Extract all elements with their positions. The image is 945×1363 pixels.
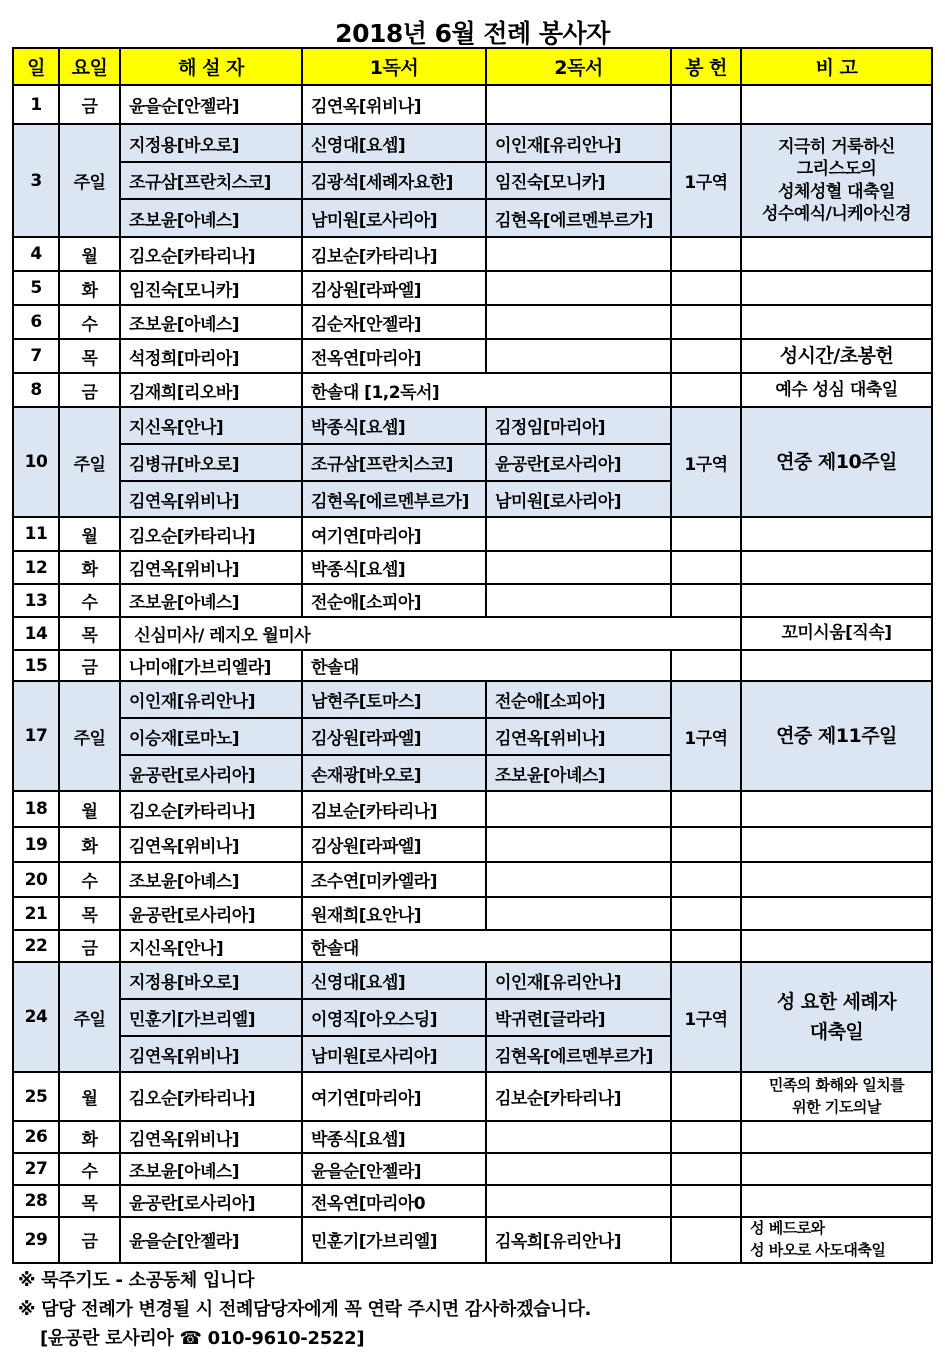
offering-cell	[671, 1121, 741, 1153]
reader2-cell	[486, 1121, 671, 1153]
commentator-cell: 김연옥[위비나]	[120, 1036, 302, 1072]
reader1-cell: 김상원[라파엘]	[302, 827, 486, 862]
day-cell: 1	[13, 85, 59, 124]
day-cell: 22	[13, 930, 59, 962]
table-row	[13, 962, 932, 999]
note-cell	[741, 1153, 932, 1185]
reader2-cell: 임진숙[모니카]	[486, 162, 671, 199]
header-weekday: 요일	[59, 48, 120, 85]
table-row	[13, 650, 932, 681]
offering-cell	[671, 517, 741, 551]
day-cell: 4	[13, 237, 59, 271]
weekday-cell: 주일	[59, 962, 120, 1072]
reader1-cell: 남미원[로사리아]	[302, 1036, 486, 1072]
reader1-cell: 박종식[요셉]	[302, 1121, 486, 1153]
header-commentator: 해 설 자	[120, 48, 302, 85]
commentator-cell: 김연옥[위비나]	[120, 551, 302, 584]
day-cell: 7	[13, 339, 59, 373]
weekday-cell: 주일	[59, 681, 120, 791]
table-row	[13, 617, 932, 650]
table-row	[13, 930, 932, 962]
note-cell	[741, 650, 932, 681]
reader2-cell	[486, 339, 671, 373]
offering-cell	[671, 897, 741, 930]
commentator-cell: 김오순[카타리나]	[120, 237, 302, 271]
note-line: 성체성혈 대축일	[778, 181, 895, 202]
reader1-cell: 조규삼[프란치스코]	[302, 444, 486, 481]
reader2-cell	[486, 791, 671, 827]
table-row	[13, 1217, 932, 1263]
weekday-cell: 금	[59, 1217, 120, 1263]
reader2-cell: 김현옥[에르멘부르가]	[486, 199, 671, 237]
note-cell	[741, 1121, 932, 1153]
offering-cell	[671, 305, 741, 339]
note-cell	[741, 1072, 932, 1121]
commentator-cell: 지신옥[안나]	[120, 407, 302, 444]
commentator-cell: 지정용[바오로]	[120, 962, 302, 999]
table-row	[13, 85, 932, 124]
weekday-cell: 화	[59, 551, 120, 584]
commentator-cell: 김오순[카타리나]	[120, 791, 302, 827]
reader1-cell: 김상원[라파엘]	[302, 271, 486, 305]
reader2-cell: 전순애[소피아]	[486, 681, 671, 718]
day-cell: 25	[13, 1072, 59, 1121]
footer-contact-phone: [윤공란 로사리아 ☎ 010-9610-2522]	[40, 1328, 365, 1349]
weekday-cell: 화	[59, 271, 120, 305]
day-cell: 8	[13, 373, 59, 407]
day-cell: 3	[13, 124, 59, 237]
commentator-cell: 김병규[바오로]	[120, 444, 302, 481]
page-title: 2018년 6월 전례 봉사자	[335, 19, 610, 48]
table-row	[13, 1121, 932, 1153]
header-row	[13, 48, 932, 85]
reader2-cell: 박귀련[글라라]	[486, 999, 671, 1036]
reader2-cell	[486, 897, 671, 930]
reader2-cell	[486, 271, 671, 305]
commentator-cell: 조보윤[아녜스]	[120, 305, 302, 339]
commentator-cell: 이인재[유리안나]	[120, 681, 302, 718]
offering-cell	[671, 1153, 741, 1185]
commentator-cell: 나미애[가브리엘라]	[120, 650, 302, 681]
day-cell: 6	[13, 305, 59, 339]
weekday-cell: 월	[59, 791, 120, 827]
commentator-cell: 김연옥[위비나]	[120, 1121, 302, 1153]
offering-cell: 1구역	[671, 681, 741, 791]
weekday-cell: 목	[59, 897, 120, 930]
day-cell: 14	[13, 617, 59, 650]
table-row	[13, 339, 932, 373]
reader1-cell: 전옥연[마리아]	[302, 339, 486, 373]
reader1-cell: 한솔대	[302, 930, 671, 962]
commentator-cell: 조규삼[프란치스코]	[120, 162, 302, 199]
table-row	[13, 1185, 932, 1217]
day-cell: 17	[13, 681, 59, 791]
commentator-cell: 이승재[로마노]	[120, 718, 302, 755]
note-cell	[741, 1185, 932, 1217]
commentator-cell: 김오순[카타리나]	[120, 517, 302, 551]
table-row	[13, 862, 932, 897]
day-cell: 5	[13, 271, 59, 305]
weekday-cell: 월	[59, 517, 120, 551]
header-offering: 봉 헌	[671, 48, 741, 85]
weekday-cell: 목	[59, 339, 120, 373]
reader2-cell	[486, 517, 671, 551]
day-cell: 12	[13, 551, 59, 584]
day-cell: 21	[13, 897, 59, 930]
commentator-cell: 석정희[마리아]	[120, 339, 302, 373]
weekday-cell: 목	[59, 1185, 120, 1217]
offering-cell	[671, 373, 741, 407]
reader2-cell	[486, 237, 671, 271]
reader1-cell: 한솔대 [1,2독서]	[302, 373, 671, 407]
offering-cell: 1구역	[671, 407, 741, 517]
header-day: 일	[13, 48, 59, 85]
note-cell	[741, 305, 932, 339]
reader2-cell	[486, 862, 671, 897]
note-cell: 성시간/초봉헌	[741, 339, 932, 373]
note-line: 성수예식/니케아신경	[761, 203, 911, 224]
weekday-cell: 목	[59, 617, 120, 650]
offering-cell	[671, 862, 741, 897]
day-cell: 18	[13, 791, 59, 827]
weekday-cell: 수	[59, 305, 120, 339]
note-cell: 연중 제11주일	[741, 681, 932, 791]
commentator-cell: 윤을순[안젤라]	[120, 85, 302, 124]
note-cell	[741, 962, 932, 1072]
reader1-cell: 김연옥[위비나]	[302, 85, 486, 124]
offering-cell	[671, 930, 741, 962]
reader1-cell: 전순애[소피아]	[302, 584, 486, 617]
note-line: 성 요한 세례자	[776, 990, 897, 1013]
day-cell: 10	[13, 407, 59, 517]
table-row	[13, 305, 932, 339]
offering-cell	[671, 650, 741, 681]
note-line: 그리스도의	[796, 159, 877, 180]
note-line: 성 베드로와	[750, 1219, 825, 1237]
reader2-cell: 김정임[마리아]	[486, 407, 671, 444]
weekday-cell: 주일	[59, 124, 120, 237]
commentator-cell: 윤공란[로사리아]	[120, 755, 302, 791]
reader1-cell: 박종식[요셉]	[302, 551, 486, 584]
weekday-cell: 월	[59, 237, 120, 271]
offering-cell: 1구역	[671, 962, 741, 1072]
reader2-cell	[486, 85, 671, 124]
reader2-cell: 조보윤[아녜스]	[486, 755, 671, 791]
day-cell: 28	[13, 1185, 59, 1217]
reader1-cell: 김상원[라파엘]	[302, 718, 486, 755]
note-cell	[741, 791, 932, 827]
offering-cell	[671, 827, 741, 862]
weekday-cell: 금	[59, 650, 120, 681]
reader1-cell: 김현옥[에르멘부르가]	[302, 481, 486, 517]
note-cell	[741, 85, 932, 124]
reader2-cell: 이인재[유리안나]	[486, 124, 671, 162]
schedule-table	[12, 47, 933, 1264]
offering-cell	[671, 551, 741, 584]
day-cell: 20	[13, 862, 59, 897]
offering-cell: 1구역	[671, 124, 741, 237]
reader1-cell: 윤을순[안젤라]	[302, 1153, 486, 1185]
weekday-cell: 금	[59, 85, 120, 124]
footer-contact-note: ※ 담당 전례가 변경될 시 전례담당자에게 꼭 연락 주시면 감사하겠습니다.	[18, 1299, 591, 1320]
weekday-cell: 월	[59, 1072, 120, 1121]
reader2-cell	[486, 584, 671, 617]
reader2-cell: 김옥희[유리안나]	[486, 1217, 671, 1263]
reader1-cell: 전옥연[마리아0	[302, 1185, 486, 1217]
commentator-cell: 김연옥[위비나]	[120, 827, 302, 862]
reader1-cell: 여기연[마리아]	[302, 517, 486, 551]
table-row	[13, 271, 932, 305]
commentator-cell: 김재희[리오바]	[120, 373, 302, 407]
reader1-cell: 민훈기[가브리엘]	[302, 1217, 486, 1263]
commentator-cell: 조보윤[아녜스]	[120, 1153, 302, 1185]
reader1-cell: 손재광[바오로]	[302, 755, 486, 791]
commentator-cell: 윤공란[로사리아]	[120, 897, 302, 930]
commentator-cell: 지신옥[안나]	[120, 930, 302, 962]
footer-notes	[18, 1266, 591, 1353]
reader1-cell: 원재희[요안나]	[302, 897, 486, 930]
reader2-cell	[486, 305, 671, 339]
table-row	[13, 827, 932, 862]
footer-rosary-note: ※ 묵주기도 - 소공동체 입니다	[18, 1270, 255, 1291]
reader2-cell	[486, 1153, 671, 1185]
table-row	[13, 237, 932, 271]
weekday-cell: 화	[59, 1121, 120, 1153]
table-row	[13, 791, 932, 827]
reader1-cell: 남미원[로사리아]	[302, 199, 486, 237]
weekday-cell: 금	[59, 373, 120, 407]
offering-cell	[671, 237, 741, 271]
note-cell	[741, 271, 932, 305]
reader2-cell: 김보순[카타리나]	[486, 1072, 671, 1121]
table-row	[13, 584, 932, 617]
table-row	[13, 124, 932, 162]
reader1-cell: 김순자[안젤라]	[302, 305, 486, 339]
commentator-cell: 조보윤[아녜스]	[120, 862, 302, 897]
reader1-cell: 신영대[요셉]	[302, 962, 486, 999]
table-row	[13, 551, 932, 584]
table-row	[13, 517, 932, 551]
note-cell	[741, 930, 932, 962]
commentator-cell: 민훈기[가브리엘]	[120, 999, 302, 1036]
note-cell	[741, 1217, 932, 1263]
reader2-cell: 김현옥[에르멘부르가]	[486, 1036, 671, 1072]
commentator-cell: 조보윤[아녜스]	[120, 584, 302, 617]
header-reader1: 1독서	[302, 48, 486, 85]
commentator-cell: 윤을순[안젤라]	[120, 1217, 302, 1263]
table-row	[13, 1153, 932, 1185]
note-cell	[741, 237, 932, 271]
commentator-cell: 김연옥[위비나]	[120, 481, 302, 517]
day-cell: 11	[13, 517, 59, 551]
reader1-cell: 이영직[아오스딩]	[302, 999, 486, 1036]
commentator-cell: 김오순[카타리나]	[120, 1072, 302, 1121]
reader1-cell: 여기연[마리아]	[302, 1072, 486, 1121]
day-cell: 27	[13, 1153, 59, 1185]
day-cell: 19	[13, 827, 59, 862]
header-note: 비 고	[741, 48, 932, 85]
offering-cell	[671, 271, 741, 305]
offering-cell	[671, 1072, 741, 1121]
note-cell	[741, 517, 932, 551]
note-line: 지극히 거룩하신	[778, 137, 895, 158]
reader1-cell: 김보순[카타리나]	[302, 237, 486, 271]
table-row	[13, 1072, 932, 1121]
note-cell: 연중 제10주일	[741, 407, 932, 517]
reader1-cell: 남현주[토마스]	[302, 681, 486, 718]
note-cell	[741, 827, 932, 862]
note-line: 대축일	[809, 1021, 864, 1043]
day-cell: 24	[13, 962, 59, 1072]
note-line: 위한 기도의날	[792, 1097, 881, 1116]
offering-cell	[671, 584, 741, 617]
header-reader2: 2독서	[486, 48, 671, 85]
day-cell: 29	[13, 1217, 59, 1263]
note-cell	[741, 897, 932, 930]
note-cell	[741, 124, 932, 237]
offering-cell	[671, 339, 741, 373]
weekday-cell: 수	[59, 584, 120, 617]
offering-cell	[671, 85, 741, 124]
commentator-cell: 지정용[바오로]	[120, 124, 302, 162]
weekday-cell: 화	[59, 827, 120, 862]
reader1-cell: 신영대[요셉]	[302, 124, 486, 162]
reader1-cell: 박종식[요셉]	[302, 407, 486, 444]
note-cell	[741, 551, 932, 584]
commentator-cell: 신심미사/ 레지오 월미사	[120, 617, 741, 650]
weekday-cell: 수	[59, 1153, 120, 1185]
weekday-cell: 수	[59, 862, 120, 897]
note-cell: 꼬미시움[직속]	[741, 617, 932, 650]
note-cell: 예수 성심 대축일	[741, 373, 932, 407]
reader2-cell: 남미원[로사리아]	[486, 481, 671, 517]
note-line: 민족의 화해와 일치를	[768, 1075, 905, 1094]
note-cell	[741, 584, 932, 617]
commentator-cell: 윤공란[로사리아]	[120, 1185, 302, 1217]
offering-cell	[671, 791, 741, 827]
reader2-cell	[486, 551, 671, 584]
reader2-cell: 윤공란[로사리아]	[486, 444, 671, 481]
reader2-cell	[486, 1185, 671, 1217]
reader2-cell: 이인재[유리안나]	[486, 962, 671, 999]
reader1-cell: 김광석[세례자요한]	[302, 162, 486, 199]
day-cell: 13	[13, 584, 59, 617]
table-row	[13, 373, 932, 407]
table-row	[13, 681, 932, 718]
weekday-cell: 주일	[59, 407, 120, 517]
weekday-cell: 금	[59, 930, 120, 962]
commentator-cell: 조보윤[아녜스]	[120, 199, 302, 237]
day-cell: 26	[13, 1121, 59, 1153]
day-cell: 15	[13, 650, 59, 681]
table-row	[13, 897, 932, 930]
reader1-cell: 조수연[미카엘라]	[302, 862, 486, 897]
note-line: 성 바오로 사도대축일	[750, 1240, 886, 1259]
offering-cell	[671, 1217, 741, 1263]
table-row	[13, 407, 932, 444]
reader1-cell: 김보순[카타리나]	[302, 791, 486, 827]
commentator-cell: 임진숙[모니카]	[120, 271, 302, 305]
reader2-cell	[486, 827, 671, 862]
reader1-cell: 한솔대	[302, 650, 671, 681]
note-cell	[741, 862, 932, 897]
offering-cell	[671, 1185, 741, 1217]
reader2-cell: 김연옥[위비나]	[486, 718, 671, 755]
